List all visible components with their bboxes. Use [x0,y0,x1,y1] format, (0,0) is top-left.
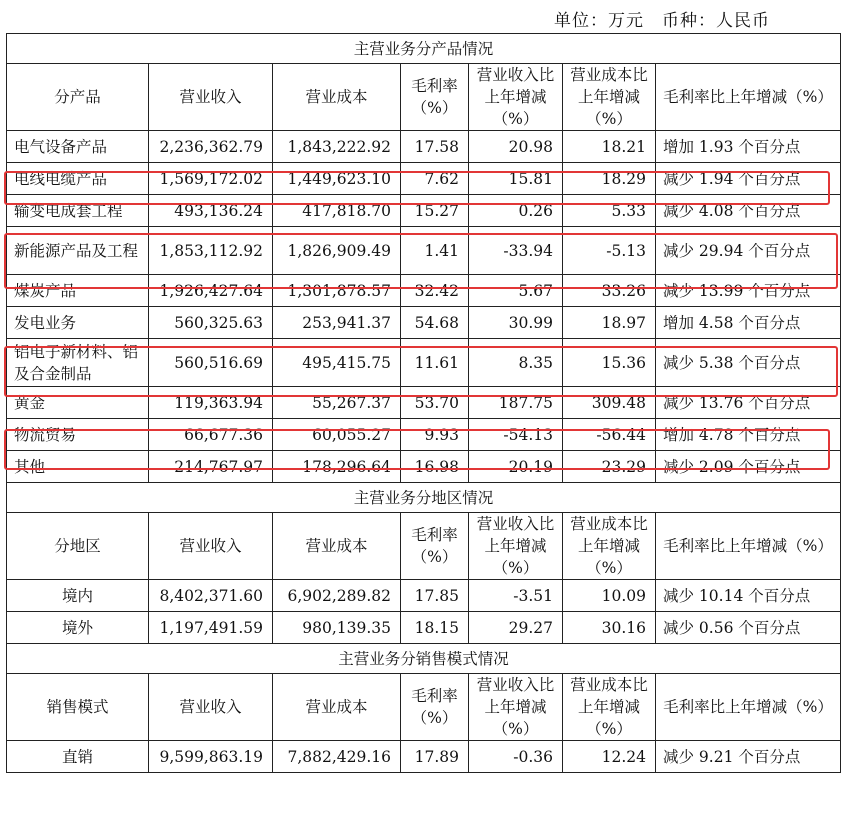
header-revenue: 营业收入 [149,64,273,131]
cell-cost-change: 10.09 [563,580,656,612]
cell-margin: 15.27 [401,195,469,227]
cell-cost: 7,882,429.16 [273,741,401,773]
cell-margin: 17.58 [401,131,469,163]
section-title: 主营业务分销售模式情况 [7,644,841,674]
header-revenue: 营业收入 [149,513,273,580]
header-dimension: 分地区 [7,513,149,580]
cell-rev-change: 5.67 [469,275,563,307]
cell-cost-change: 309.48 [563,387,656,419]
cell-margin-change: 减少 1.94 个百分点 [656,163,841,195]
cell-margin: 9.93 [401,419,469,451]
cell-cost: 253,941.37 [273,307,401,339]
table-row [7,131,841,163]
header-cost: 营业成本 [273,64,401,131]
cell-cost-change: 33.26 [563,275,656,307]
table-row [7,741,841,773]
section-title: 主营业务分地区情况 [7,483,841,513]
cell-cost-change: 30.16 [563,612,656,644]
row-name: 境内 [7,580,149,612]
cell-margin-change: 增加 4.78 个百分点 [656,419,841,451]
cell-cost-change: 15.36 [563,339,656,387]
table-row [7,451,841,483]
row-name: 铝电子新材料、铝及合金制品 [7,339,149,387]
cell-cost: 495,415.75 [273,339,401,387]
row-name: 电线电缆产品 [7,163,149,195]
cell-revenue: 1,569,172.02 [149,163,273,195]
header-margin: 毛利率（%） [401,64,469,131]
cell-rev-change: -3.51 [469,580,563,612]
cell-cost: 178,296.64 [273,451,401,483]
cell-margin-change: 减少 13.76 个百分点 [656,387,841,419]
cell-revenue: 560,325.63 [149,307,273,339]
header-cost-change: 营业成本比上年增减（%） [563,513,656,580]
header-margin: 毛利率（%） [401,513,469,580]
cell-rev-change: 20.98 [469,131,563,163]
table-row [7,580,841,612]
cell-margin-change: 减少 0.56 个百分点 [656,612,841,644]
row-name: 发电业务 [7,307,149,339]
table-row [7,612,841,644]
unit-note: 单位：万元 币种：人民币 [554,11,770,31]
row-name: 输变电成套工程 [7,195,149,227]
cell-rev-change: -0.36 [469,741,563,773]
cell-margin: 32.42 [401,275,469,307]
cell-cost-change: 18.97 [563,307,656,339]
cell-cost: 1,826,909.49 [273,227,401,275]
cell-cost: 1,301,878.57 [273,275,401,307]
cell-revenue: 493,136.24 [149,195,273,227]
cell-margin-change: 减少 10.14 个百分点 [656,580,841,612]
section-title-row [7,34,841,64]
section-title-row [7,644,841,674]
cell-rev-change: 8.35 [469,339,563,387]
header-rev-change: 营业收入比上年增减（%） [469,674,563,741]
cell-rev-change: -54.13 [469,419,563,451]
cell-cost-change: -5.13 [563,227,656,275]
cell-margin-change: 减少 2.09 个百分点 [656,451,841,483]
section-title: 主营业务分产品情况 [7,34,841,64]
table-row [7,227,841,275]
cell-rev-change: 29.27 [469,612,563,644]
cell-cost: 980,139.35 [273,612,401,644]
table-row [7,163,841,195]
cell-revenue: 560,516.69 [149,339,273,387]
cell-margin: 11.61 [401,339,469,387]
header-cost-change: 营业成本比上年增减（%） [563,674,656,741]
cell-margin-change: 减少 13.99 个百分点 [656,275,841,307]
cell-margin-change: 减少 29.94 个百分点 [656,227,841,275]
cell-cost-change: 5.33 [563,195,656,227]
header-margin: 毛利率（%） [401,674,469,741]
cell-revenue: 66,677.36 [149,419,273,451]
row-name: 黄金 [7,387,149,419]
table-row [7,275,841,307]
table-row [7,387,841,419]
cell-revenue: 1,197,491.59 [149,612,273,644]
header-cost-change: 营业成本比上年增减（%） [563,64,656,131]
section-title-row [7,483,841,513]
table-row [7,195,841,227]
cell-rev-change: 30.99 [469,307,563,339]
cell-rev-change: 15.81 [469,163,563,195]
cell-revenue: 8,402,371.60 [149,580,273,612]
cell-rev-change: 20.19 [469,451,563,483]
cell-margin-change: 减少 9.21 个百分点 [656,741,841,773]
row-name: 物流贸易 [7,419,149,451]
cell-rev-change: -33.94 [469,227,563,275]
header-revenue: 营业收入 [149,674,273,741]
main-business-table [6,33,841,773]
cell-cost-change: 12.24 [563,741,656,773]
header-cost: 营业成本 [273,513,401,580]
cell-margin: 17.89 [401,741,469,773]
header-margin-change: 毛利率比上年增减（%） [656,513,841,580]
header-dimension: 销售模式 [7,674,149,741]
cell-margin-change: 增加 1.93 个百分点 [656,131,841,163]
cell-revenue: 2,236,362.79 [149,131,273,163]
row-name: 其他 [7,451,149,483]
header-dimension: 分产品 [7,64,149,131]
row-name: 电气设备产品 [7,131,149,163]
cell-cost-change: 18.21 [563,131,656,163]
cell-cost: 1,449,623.10 [273,163,401,195]
cell-revenue: 119,363.94 [149,387,273,419]
row-name: 新能源产品及工程 [7,227,149,275]
header-row [7,513,841,580]
cell-cost: 417,818.70 [273,195,401,227]
header-margin-change: 毛利率比上年增减（%） [656,64,841,131]
cell-rev-change: 187.75 [469,387,563,419]
header-cost: 营业成本 [273,674,401,741]
cell-revenue: 9,599,863.19 [149,741,273,773]
cell-margin: 54.68 [401,307,469,339]
cell-cost: 1,843,222.92 [273,131,401,163]
cell-margin-change: 减少 4.08 个百分点 [656,195,841,227]
table-row [7,307,841,339]
cell-margin: 53.70 [401,387,469,419]
cell-revenue: 1,853,112.92 [149,227,273,275]
header-row [7,64,841,131]
cell-cost: 55,267.37 [273,387,401,419]
cell-margin-change: 减少 5.38 个百分点 [656,339,841,387]
row-name: 境外 [7,612,149,644]
header-rev-change: 营业收入比上年增减（%） [469,513,563,580]
cell-cost: 6,902,289.82 [273,580,401,612]
table-row [7,339,841,387]
header-rev-change: 营业收入比上年增减（%） [469,64,563,131]
cell-margin: 7.62 [401,163,469,195]
header-margin-change: 毛利率比上年增减（%） [656,674,841,741]
header-row [7,674,841,741]
row-name: 煤炭产品 [7,275,149,307]
cell-cost: 60,055.27 [273,419,401,451]
row-name: 直销 [7,741,149,773]
cell-rev-change: 0.26 [469,195,563,227]
cell-margin-change: 增加 4.58 个百分点 [656,307,841,339]
cell-cost-change: 18.29 [563,163,656,195]
table-row [7,419,841,451]
cell-margin: 1.41 [401,227,469,275]
cell-margin: 17.85 [401,580,469,612]
cell-cost-change: -56.44 [563,419,656,451]
cell-revenue: 214,767.97 [149,451,273,483]
cell-cost-change: 23.29 [563,451,656,483]
cell-margin: 18.15 [401,612,469,644]
cell-margin: 16.98 [401,451,469,483]
cell-revenue: 1,926,427.64 [149,275,273,307]
